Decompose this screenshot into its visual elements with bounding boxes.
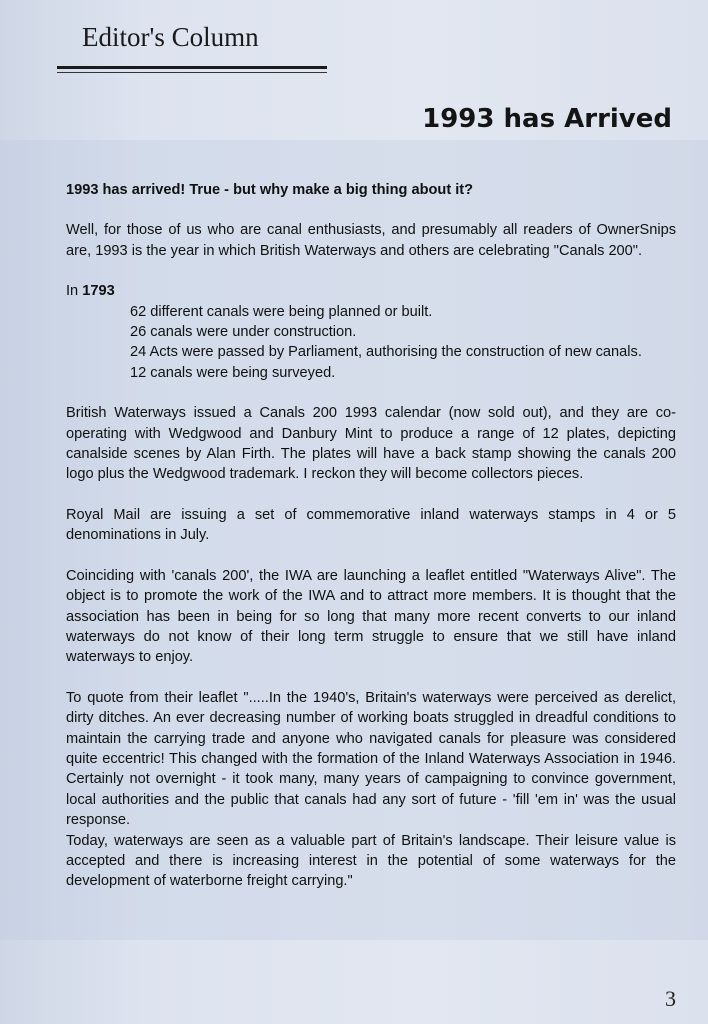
quote-paragraph: To quote from their leaflet ".....In the 1940's, Britain's waterways were perceived as derelict, dirty ditches. An ever decreasing number of working boats struggled in dreadful conditions to maintain the carrying trade and anyone who navigated canals for pleasure was considered quite eccentric! This changed with the formation of the Inland Waterways Association in 1946. Certainly not overnight - it took many, many years of campaigning to convince government, local authorities and the public that canals had any sort of future - 'fill 'em in' was the usual response. [66,689,676,829]
fact-item: 24 Acts were passed by Parliament, authorising the construction of new canals. [130,344,642,361]
fact-item: 26 canals were under construction. [130,324,357,341]
header-rule [57,66,327,69]
lead-paragraph: 1993 has arrived! True - but why make a big thing about it? [66,182,474,198]
fact-item: 12 canals were being surveyed. [130,364,336,381]
fact-item: 62 different canals were being planned or built. [130,303,433,320]
year-value: 1793 [82,283,115,300]
quote-paragraph-continued: Today, waterways are seen as a valuable part of Britain's landscape. Their leisure value is accepted and there is increasing interest in the potential of some waterways for the development of waterborne freight carrying." [66,832,676,890]
article-title: 1993 has Arrived [422,104,672,134]
page-number: 3 [665,986,676,1011]
leaflet-paragraph: Coinciding with 'canals 200', the IWA are launching a leaflet entitled "Waterways Alive". The object is to promote the work of the IWA and to attract more members. It is thought that the association has been in being for so long that many more recent converts to our inland waterways do not know of their long term struggle to ensure that we still have inland waterways to enjoy. [66,567,676,666]
intro-paragraph: Well, for those of us who are canal enthusiasts, and presumably all readers of OwnerSnips are, 1993 is the year in which British Waterways and others are celebrating "Canals 200". [66,222,676,259]
facts-list [130,302,676,384]
article-body [66,180,676,892]
calendar-paragraph: British Waterways issued a Canals 200 1993 calendar (now sold out), and they are co-operating with Wedgwood and Danbury Mint to produce a range of 12 plates, depicting canalside scenes by Alan Firth. The plates will have a back stamp showing the canals 200 logo plus the Wedgwood trademark. I reckon they will become collectors pieces. [66,405,676,483]
header-rule-thin [57,72,327,73]
year-line [66,281,676,301]
in-label: In [66,283,79,300]
column-header: Editor's Column [82,22,259,52]
stamps-paragraph: Royal Mail are issuing a set of commemorative inland waterways stamps in 4 or 5 denominations in July. [66,506,676,544]
